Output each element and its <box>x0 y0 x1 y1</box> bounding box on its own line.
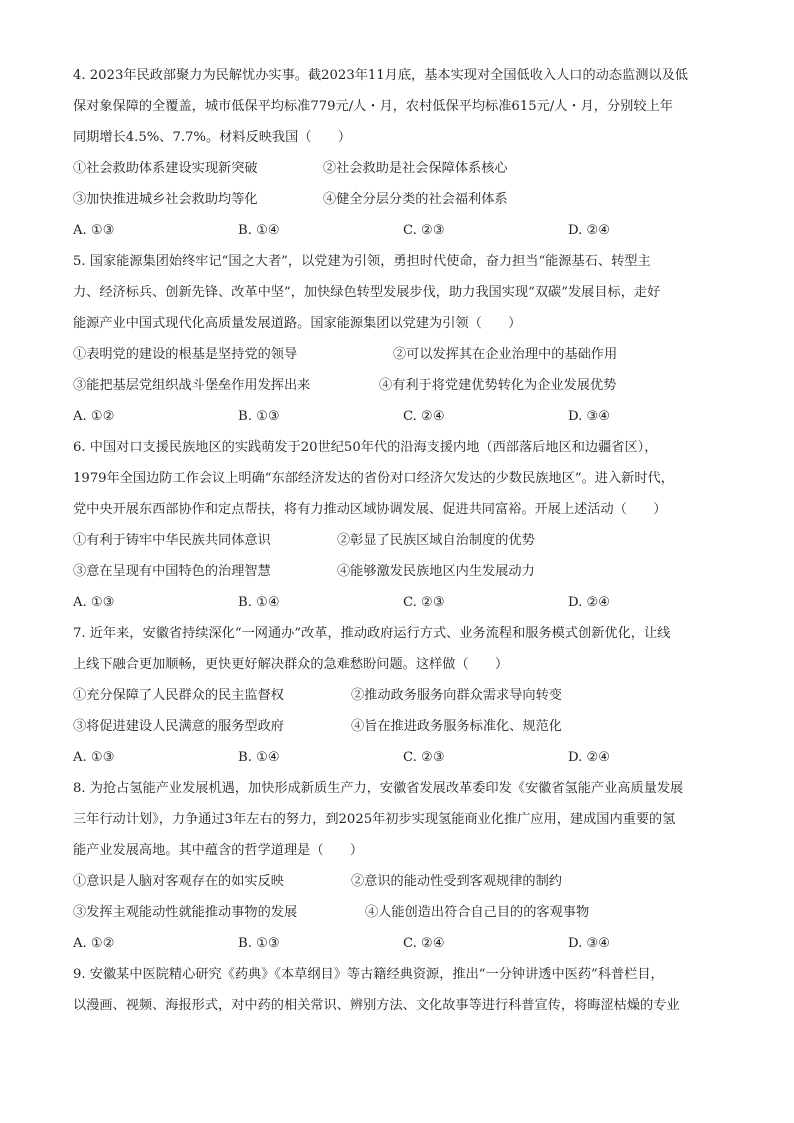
question-9 <box>73 959 723 1021</box>
statement-row <box>73 680 723 711</box>
statement: ①表明党的建设的根基是坚持党的领导 <box>73 347 298 362</box>
option-b[interactable]: B. ①④ <box>238 750 280 765</box>
statement: ③加快推进城乡社会救助均等化 <box>73 192 258 207</box>
option-d[interactable]: D. ②④ <box>568 223 611 238</box>
statement-row <box>73 556 723 587</box>
option-a[interactable]: A. ①③ <box>73 750 115 765</box>
answer-options <box>73 215 723 246</box>
answer-options <box>73 742 723 773</box>
statement-row <box>73 339 723 370</box>
statement: ④旨在推进政务服务标准化、规范化 <box>351 719 562 734</box>
statement-row <box>73 153 723 184</box>
question-stem-line: 能源产业中国式现代化高质量发展道路。国家能源集团以党建为引领（ ） <box>73 316 522 331</box>
statement-row <box>73 184 723 215</box>
statement: ③意在呈现有中国特色的治理智慧 <box>73 564 271 579</box>
statement: ①意识是人脑对客观存在的如实反映 <box>73 874 284 889</box>
statement-row <box>73 711 723 742</box>
statement: ③发挥主观能动性就能推动事物的发展 <box>73 905 298 920</box>
statement: ②社会救助是社会保障体系核心 <box>323 161 508 176</box>
answer-options <box>73 928 723 959</box>
question-stem-line: 能产业发展高地。其中蕴含的哲学道理是（ ） <box>73 843 364 858</box>
question-stem-line: 1979年全国边防工作会议上明确“东部经济发达的省份对口经济欠发达的少数民族地区”。进入新时代， <box>73 471 674 486</box>
question-stem-line: 5. 国家能源集团始终牢记“国之大者”，以党建为引领，勇担时代使命，奋力担当“能源基石、转型主 <box>73 254 651 269</box>
question-stem-line: 9. 安徽某中医院精心研究《药典》《本草纲目》等古籍经典资源，推出“一分钟讲透中医药”科普栏目， <box>73 967 664 982</box>
question-stem-line: 8. 为抢占氢能产业发展机遇，加快形成新质生产力，安徽省发展改革委印发《安徽省氢能产业高质量发展 <box>73 781 684 796</box>
question-stem-line: 4. 2023年民政部聚力为民解忧办实事。截2023年11月底，基本实现对全国低收入人口的动态监测以及低 <box>73 68 688 83</box>
option-d[interactable]: D. ②④ <box>568 595 611 610</box>
option-c[interactable]: C. ②④ <box>403 409 445 424</box>
statement: ①充分保障了人民群众的民主监督权 <box>73 688 284 703</box>
statement: ④有利于将党建优势转化为企业发展优势 <box>379 378 617 393</box>
question-stem-line: 以漫画、视频、海报形式，对中药的相关常识、辨别方法、文化故事等进行科普宣传，将晦涩枯燥的专业 <box>73 998 680 1013</box>
question-stem-line: 党中央开展东西部协作和定点帮扶，将有力推动区域协调发展、促进共同富裕。开展上述活动（ ） <box>73 502 667 517</box>
option-b[interactable]: B. ①③ <box>238 936 280 951</box>
option-d[interactable]: D. ③④ <box>568 409 611 424</box>
statement-row <box>73 525 723 556</box>
statement: ②可以发挥其在企业治理中的基础作用 <box>393 347 618 362</box>
option-a[interactable]: A. ①② <box>73 936 115 951</box>
statement: ④人能创造出符合自己目的的客观事物 <box>365 905 590 920</box>
option-c[interactable]: C. ②③ <box>403 750 445 765</box>
question-8 <box>73 773 723 959</box>
statement-row <box>73 370 723 401</box>
question-7 <box>73 618 723 773</box>
option-c[interactable]: C. ②③ <box>403 223 445 238</box>
question-stem-line: 同期增长4.5%、7.7%。材料反映我国（ ） <box>73 130 352 145</box>
question-stem-line: 三年行动计划》，力争通过3年左右的努力，到2025年初步实现氢能商业化推广应用，建成国内重要的氢 <box>73 812 676 827</box>
option-c[interactable]: C. ②③ <box>403 595 445 610</box>
statement-row <box>73 866 723 897</box>
answer-options <box>73 587 723 618</box>
statement: ④健全分层分类的社会福利体系 <box>323 192 508 207</box>
option-b[interactable]: B. ①④ <box>238 595 280 610</box>
option-d[interactable]: D. ③④ <box>568 936 611 951</box>
statement: ①有利于铸牢中华民族共同体意识 <box>73 533 271 548</box>
answer-options <box>73 401 723 432</box>
option-a[interactable]: A. ①② <box>73 409 115 424</box>
statement: ②意识的能动性受到客观规律的制约 <box>351 874 562 889</box>
statement: ③能把基层党组织战斗堡垒作用发挥出来 <box>73 378 311 393</box>
question-6 <box>73 432 723 618</box>
option-b[interactable]: B. ①③ <box>238 409 280 424</box>
statement: ①社会救助体系建设实现新突破 <box>73 161 258 176</box>
option-a[interactable]: A. ①③ <box>73 223 115 238</box>
question-5 <box>73 246 723 432</box>
exam-page <box>73 60 723 1021</box>
question-stem-line: 6. 中国对口支援民族地区的实践萌发于20世纪50年代的沿海支援内地（西部落后地区和边疆省区）， <box>73 440 658 455</box>
question-stem-line: 上线下融合更加顺畅，更快更好解决群众的急难愁盼问题。这样做（ ） <box>73 657 509 672</box>
question-stem-line: 保对象保障的全覆盖，城市低保平均标准779元/人・月，农村低保平均标准615元/人・月，分别较上年 <box>73 99 673 114</box>
statement: ③将促进建设人民满意的服务型政府 <box>73 719 284 734</box>
statement: ②彰显了民族区域自治制度的优势 <box>337 533 535 548</box>
option-b[interactable]: B. ①④ <box>238 223 280 238</box>
question-stem-line: 7. 近年来，安徽省持续深化“一网通办”改革，推动政府运行方式、业务流程和服务模式创新优化，让线 <box>73 626 671 641</box>
statement: ④能够激发民族地区内生发展动力 <box>337 564 535 579</box>
option-c[interactable]: C. ②④ <box>403 936 445 951</box>
statement-row <box>73 897 723 928</box>
question-stem-line: 力、经济标兵、创新先锋、改革中坚”，加快绿色转型发展步伐，助力我国实现“双碳”发展目标，走好 <box>73 285 661 300</box>
statement: ②推动政务服务向群众需求导向转变 <box>351 688 562 703</box>
option-a[interactable]: A. ①③ <box>73 595 115 610</box>
question-4 <box>73 60 723 246</box>
option-d[interactable]: D. ②④ <box>568 750 611 765</box>
